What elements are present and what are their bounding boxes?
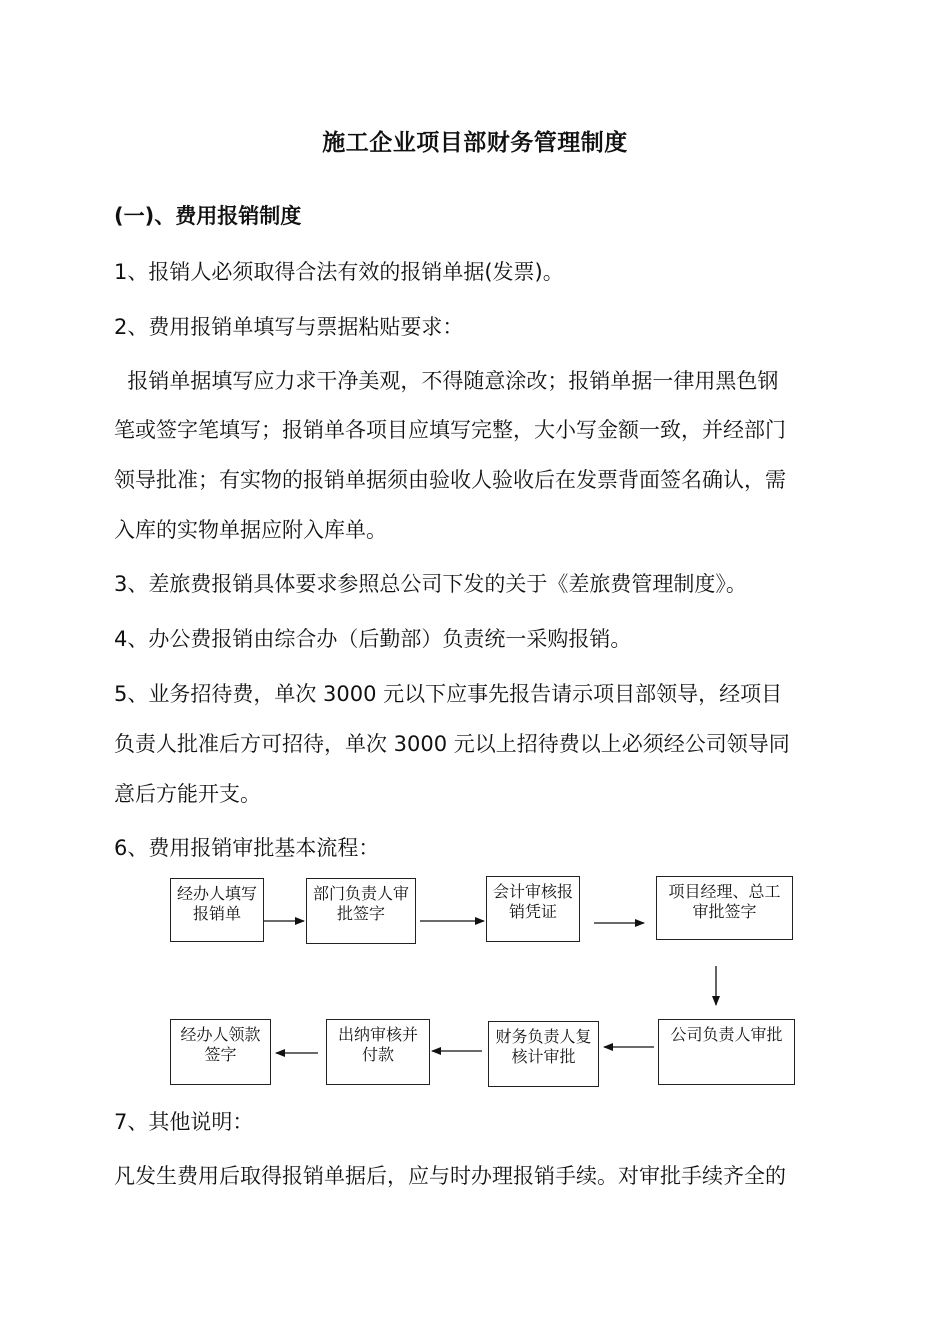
paragraph-line: 意后方能开支。: [114, 782, 261, 806]
paragraph-line: 5、业务招待费，单次 3000 元以下应事先报告请示项目部领导，经项目: [114, 682, 783, 706]
paragraph-line: 笔或签字笔填写；报销单各项目应填写完整，大小写金额一致，并经部门: [114, 418, 786, 442]
paragraph-line: 7、其他说明：: [114, 1110, 254, 1134]
flow-step-project-manager: 项目经理、总工审批签字: [656, 876, 793, 940]
flow-step-accountant: 会计审核报销凭证: [486, 876, 580, 942]
paragraph-line: 2、费用报销单填写与票据粘贴要求：: [114, 315, 464, 339]
paragraph-line: 3、差旅费报销具体要求参照总公司下发的关于《差旅费管理制度》。: [114, 572, 747, 596]
paragraph-line: 报销单据填写应力求干净美观，不得随意涂改；报销单据一律用黑色钢: [114, 369, 779, 393]
flow-step-department-head: 部门负责人审批签字: [306, 878, 416, 944]
paragraph-line: 负责人批准后方可招待，单次 3000 元以上招待费以上必须经公司领导同: [114, 732, 790, 756]
flow-step-company-head: 公司负责人审批: [658, 1019, 795, 1085]
paragraph-line: 凡发生费用后取得报销单据后，应与时办理报销手续。对审批手续齐全的: [114, 1164, 786, 1188]
paragraph-line: 6、费用报销审批基本流程：: [114, 836, 380, 860]
paragraph-line: 1、报销人必须取得合法有效的报销单据(发票)。: [114, 260, 564, 284]
paragraph-line: 4、办公费报销由综合办（后勤部）负责统一采购报销。: [114, 627, 632, 651]
flow-step-receipt: 经办人领款签字: [170, 1019, 271, 1085]
flow-step-finance-head: 财务负责人复核计审批: [488, 1021, 599, 1087]
paragraph-line: 领导批准；有实物的报销单据须由验收人验收后在发票背面签名确认，需: [114, 468, 786, 492]
flow-step-applicant: 经办人填写报销单: [170, 878, 264, 942]
section-heading: (一)、费用报销制度: [114, 204, 302, 228]
paragraph-line: 入库的实物单据应附入库单。: [114, 518, 387, 542]
document-title: 施工企业项目部财务管理制度: [322, 130, 628, 156]
flow-step-cashier: 出纳审核并付款: [326, 1019, 430, 1085]
